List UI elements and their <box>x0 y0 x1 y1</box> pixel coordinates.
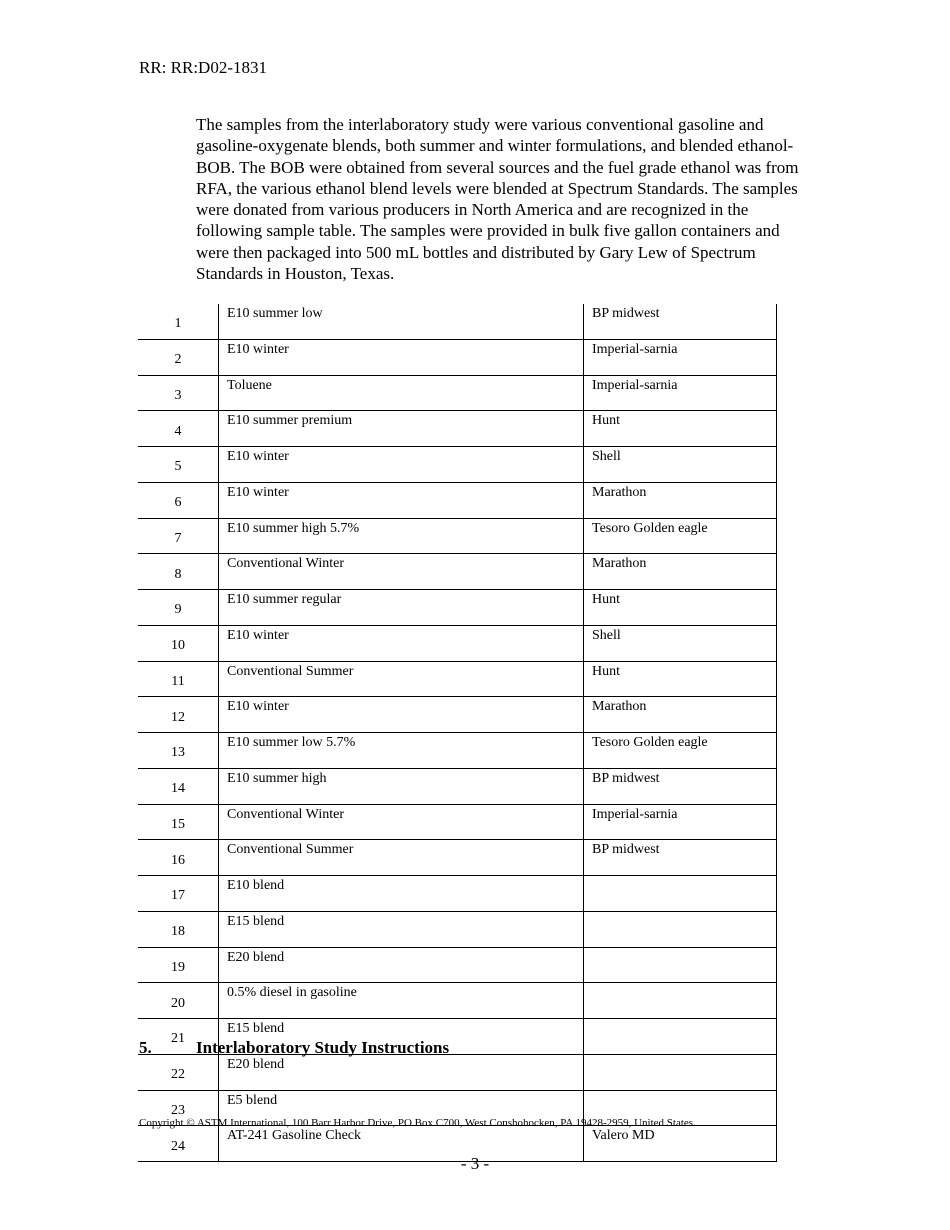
sample-source-cell <box>584 1054 777 1090</box>
sample-number-cell: 10 <box>138 625 219 661</box>
sample-description-cell: Conventional Summer <box>219 840 584 876</box>
sample-source-cell: Imperial-sarnia <box>584 375 777 411</box>
sample-number-cell: 15 <box>138 804 219 840</box>
sample-description-cell: Conventional Summer <box>219 661 584 697</box>
sample-description-cell: E10 blend <box>219 876 584 912</box>
sample-description-cell: Toluene <box>219 375 584 411</box>
table-row <box>138 697 777 733</box>
section-heading <box>139 1038 449 1058</box>
sample-source-cell: BP midwest <box>584 840 777 876</box>
sample-source-cell: Tesoro Golden eagle <box>584 733 777 769</box>
sample-number-cell: 4 <box>138 411 219 447</box>
table-row <box>138 733 777 769</box>
sample-number-cell: 23 <box>138 1090 219 1126</box>
intro-paragraph: The samples from the interlaboratory study were various conventional gasoline and gasoline-oxygenate blends, both summer and winter formulations, and blended ethanol-BOB. The BOB were obtained from several sources and the fuel grade ethanol was from RFA, the various ethanol blend levels were blended at Spectrum Standards. The samples were donated from various producers in North America and are recognized in the following sample table. The samples were provided in bulk five gallon containers and were then packaged into 500 mL bottles and distributed by Gary Lew of Spectrum Standards in Houston, Texas. <box>196 115 799 284</box>
sample-source-cell <box>584 876 777 912</box>
sample-description-cell: E15 blend <box>219 911 584 947</box>
table-row <box>138 804 777 840</box>
sample-source-cell: Valero MD <box>584 1126 777 1162</box>
table-row <box>138 947 777 983</box>
sample-number-cell: 9 <box>138 590 219 626</box>
sample-description-cell: E15 blend <box>219 1019 584 1055</box>
sample-description-cell: E10 summer regular <box>219 590 584 626</box>
copyright-notice: Copyright © ASTM International, 100 Barr Harbor Drive, PO Box C700, West Conshohocken, PA 19428-2959, United States. <box>139 1117 696 1129</box>
sample-description-cell: E10 winter <box>219 447 584 483</box>
table-row <box>138 482 777 518</box>
table-row <box>138 447 777 483</box>
table-row <box>138 840 777 876</box>
sample-number-cell: 18 <box>138 911 219 947</box>
sample-description-cell: E10 summer high <box>219 768 584 804</box>
sample-description-cell: E10 winter <box>219 697 584 733</box>
sample-number-cell: 13 <box>138 733 219 769</box>
sample-number-cell: 17 <box>138 876 219 912</box>
sample-number-cell: 12 <box>138 697 219 733</box>
sample-number-cell: 7 <box>138 518 219 554</box>
sample-source-cell <box>584 1019 777 1055</box>
table-row <box>138 768 777 804</box>
sample-number-cell: 14 <box>138 768 219 804</box>
sample-number-cell: 22 <box>138 1054 219 1090</box>
sample-number-cell: 1 <box>138 304 219 339</box>
sample-description-cell: E5 blend <box>219 1090 584 1126</box>
table-row <box>138 1054 777 1090</box>
sample-source-cell: Marathon <box>584 554 777 590</box>
sample-number-cell: 16 <box>138 840 219 876</box>
sample-source-cell: Shell <box>584 625 777 661</box>
sample-description-cell: E10 summer premium <box>219 411 584 447</box>
sample-source-cell: Shell <box>584 447 777 483</box>
page-number: - 3 - <box>460 1154 490 1173</box>
table-row <box>138 911 777 947</box>
sample-description-cell: E20 blend <box>219 947 584 983</box>
sample-description-cell: E10 winter <box>219 482 584 518</box>
sample-source-cell: BP midwest <box>584 304 777 339</box>
sample-number-cell: 19 <box>138 947 219 983</box>
sample-description-cell: Conventional Winter <box>219 554 584 590</box>
table-row <box>138 304 777 339</box>
sample-description-cell: AT-241 Gasoline Check <box>219 1126 584 1162</box>
sample-source-cell <box>584 911 777 947</box>
table-row <box>138 625 777 661</box>
sample-table-body <box>138 304 777 1162</box>
document-header: RR: RR:D02-1831 <box>139 58 267 77</box>
sample-number-cell: 2 <box>138 339 219 375</box>
sample-description-cell: E10 winter <box>219 625 584 661</box>
sample-table <box>138 304 777 1162</box>
sample-source-cell: Imperial-sarnia <box>584 339 777 375</box>
sample-description-cell: E10 summer low <box>219 304 584 339</box>
table-row <box>138 661 777 697</box>
sample-number-cell: 3 <box>138 375 219 411</box>
sample-number-cell: 21 <box>138 1019 219 1055</box>
sample-number-cell: 5 <box>138 447 219 483</box>
sample-source-cell <box>584 983 777 1019</box>
sample-source-cell: BP midwest <box>584 768 777 804</box>
sample-description-cell: 0.5% diesel in gasoline <box>219 983 584 1019</box>
sample-source-cell: Marathon <box>584 697 777 733</box>
sample-source-cell: Hunt <box>584 411 777 447</box>
sample-number-cell: 11 <box>138 661 219 697</box>
section-number: 5. <box>139 1038 152 1057</box>
sample-source-cell: Hunt <box>584 590 777 626</box>
sample-source-cell: Hunt <box>584 661 777 697</box>
sample-source-cell: Tesoro Golden eagle <box>584 518 777 554</box>
table-row <box>138 590 777 626</box>
section-title: Interlaboratory Study Instructions <box>196 1038 450 1057</box>
table-row <box>138 554 777 590</box>
table-row <box>138 518 777 554</box>
table-row <box>138 375 777 411</box>
sample-number-cell: 20 <box>138 983 219 1019</box>
sample-description-cell: E10 summer high 5.7% <box>219 518 584 554</box>
sample-description-cell: E10 winter <box>219 339 584 375</box>
sample-description-cell: E20 blend <box>219 1054 584 1090</box>
sample-source-cell <box>584 947 777 983</box>
sample-number-cell: 8 <box>138 554 219 590</box>
sample-source-cell: Marathon <box>584 482 777 518</box>
table-row <box>138 983 777 1019</box>
table-row <box>138 876 777 912</box>
sample-description-cell: Conventional Winter <box>219 804 584 840</box>
sample-source-cell: Imperial-sarnia <box>584 804 777 840</box>
sample-description-cell: E10 summer low 5.7% <box>219 733 584 769</box>
table-row <box>138 339 777 375</box>
sample-number-cell: 6 <box>138 482 219 518</box>
sample-number-cell: 24 <box>138 1126 219 1162</box>
table-row <box>138 411 777 447</box>
